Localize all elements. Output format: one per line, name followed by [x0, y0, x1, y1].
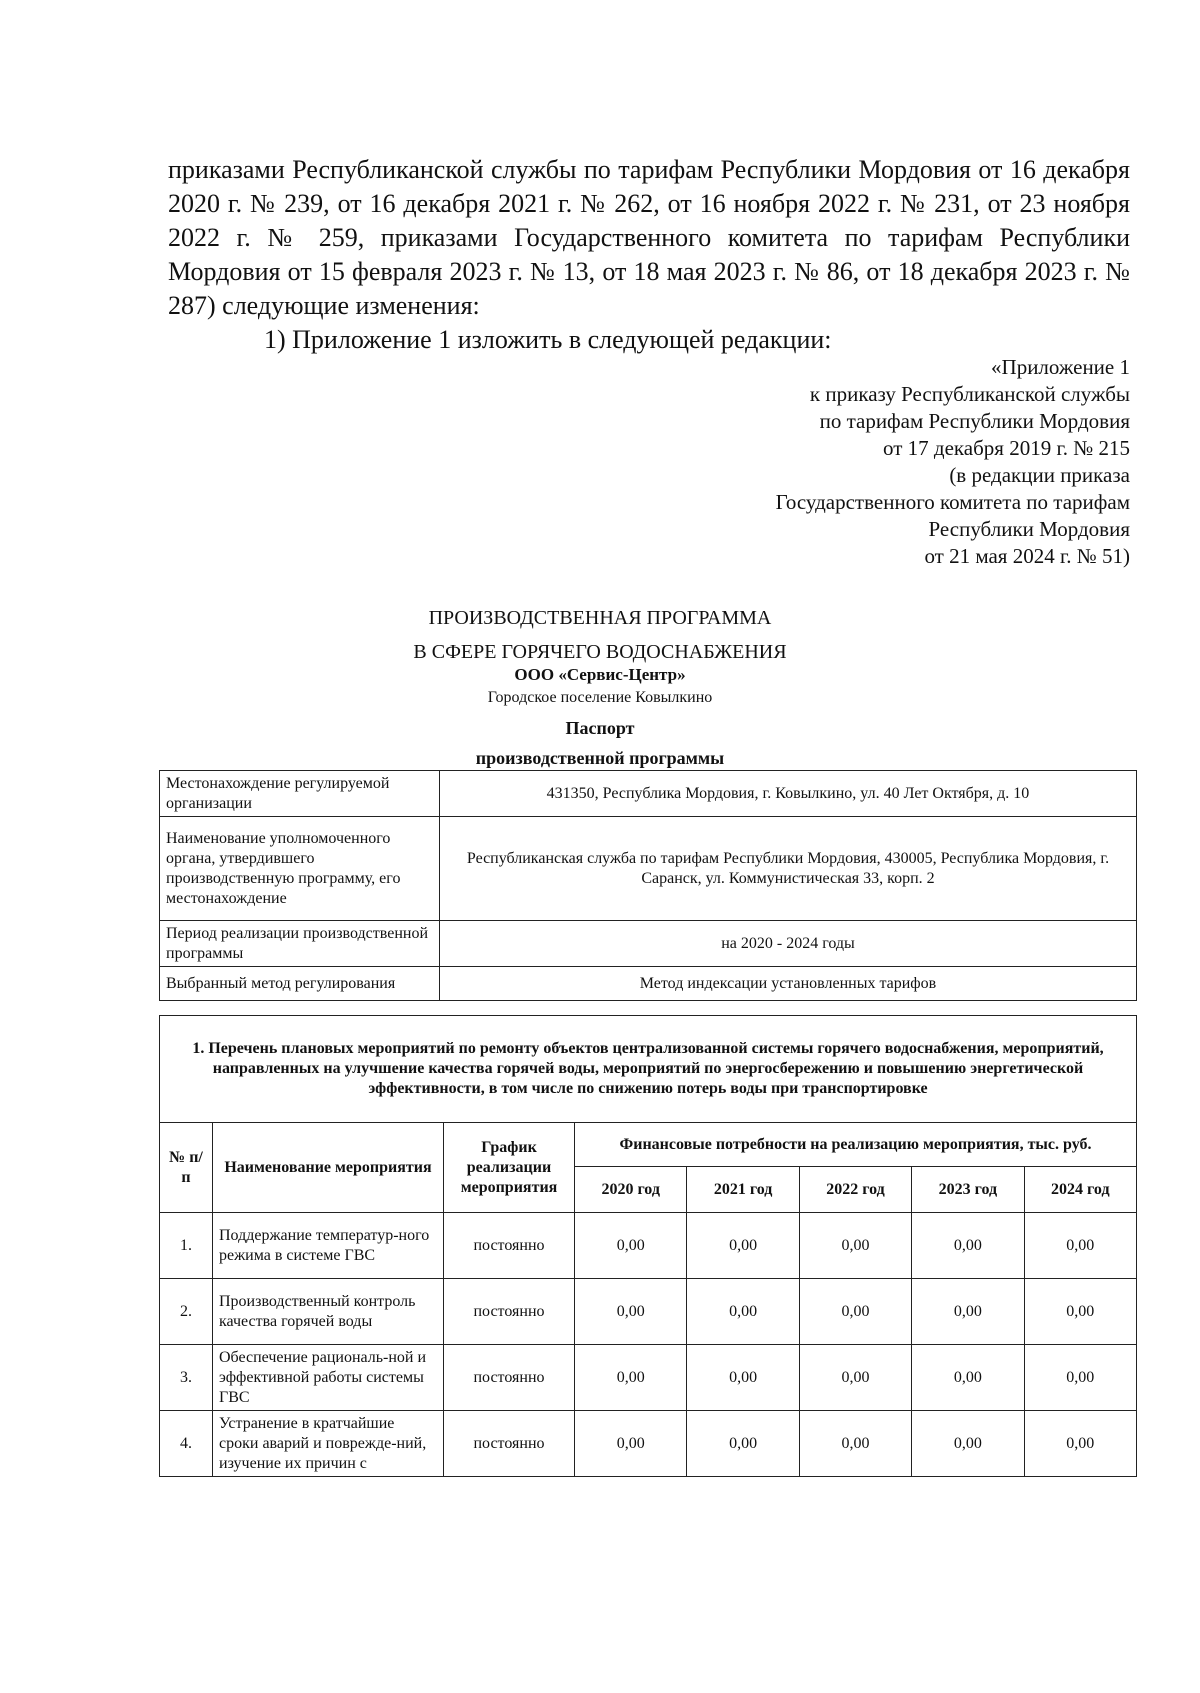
organization-name: ООО «Сервис-Центр»: [514, 665, 686, 684]
appendix-line: от 17 декабря 2019 г. № 215: [883, 436, 1130, 460]
passport-value: на 2020 - 2024 годы: [440, 921, 1137, 967]
passport-title: Паспорт: [565, 718, 635, 738]
table-row: [160, 817, 1137, 921]
row-value: 0,00: [1024, 1345, 1136, 1411]
passport-value: Метод индексации установленных тарифов: [440, 967, 1137, 1001]
intro-text: [168, 153, 1130, 357]
header-row: [160, 1123, 1137, 1167]
row-value: 0,00: [799, 1411, 911, 1477]
passport-subtitle: производственной программы: [475, 748, 725, 768]
row-value: 0,00: [799, 1279, 911, 1345]
passport-key: Наименование уполномоченного органа, утвердившего производственную программу, его местонахождение: [160, 817, 440, 921]
row-num: 4.: [160, 1411, 213, 1477]
row-value: 0,00: [912, 1411, 1024, 1477]
header-year: 2022 год: [799, 1167, 911, 1213]
row-schedule: постоянно: [444, 1213, 575, 1279]
header-finance: Финансовые потребности на реализацию мероприятия, тыс. руб.: [575, 1123, 1137, 1167]
appendix-line: (в редакции приказа: [949, 463, 1130, 487]
row-value: 0,00: [687, 1279, 799, 1345]
header-name: Наименование мероприятия: [213, 1123, 444, 1213]
intro-paragraph: приказами Республиканской службы по тарифам Республики Мордовия от 16 декабря 2020 г. № 239, от 16 декабря 2021 г. № 262, от 16 ноября 2022 г. № 231, от 23 ноября 2022 г. № 259, приказами Государственного комитета по тарифам Республики Мордовия от 15 февраля 2023 г. № 13, от 18 мая 2023 г. № 86, от 18 декабря 2023 г. № 287) следующие изменения:: [168, 155, 1130, 320]
row-value: 0,00: [1024, 1279, 1136, 1345]
table-row: [160, 967, 1137, 1001]
appendix-line: Государственного комитета по тарифам: [775, 490, 1130, 514]
row-value: 0,00: [912, 1279, 1024, 1345]
row-value: 0,00: [575, 1279, 687, 1345]
section-row: [160, 1016, 1137, 1123]
appendix-line: по тарифам Республики Мордовия: [819, 409, 1130, 433]
row-value: 0,00: [575, 1411, 687, 1477]
row-num: 3.: [160, 1345, 213, 1411]
row-name: Поддержание температур-ного режима в системе ГВС: [213, 1213, 444, 1279]
table-row: [160, 1411, 1137, 1477]
row-value: 0,00: [687, 1213, 799, 1279]
row-value: 0,00: [687, 1411, 799, 1477]
program-subtitle: В СФЕРЕ ГОРЯЧЕГО ВОДОСНАБЖЕНИЯ: [413, 641, 787, 663]
appendix-line: к приказу Республиканской службы: [809, 382, 1130, 406]
row-schedule: постоянно: [444, 1411, 575, 1477]
intro-item: 1) Приложение 1 изложить в следующей редакции:: [264, 325, 832, 354]
plan-table: [159, 1015, 1137, 1477]
header-year: 2023 год: [912, 1167, 1024, 1213]
passport-value: Республиканская служба по тарифам Республики Мордовия, 430005, Республика Мордовия, г. Саранск, ул. Коммунистическая 33, корп. 2: [440, 817, 1137, 921]
row-value: 0,00: [687, 1345, 799, 1411]
row-value: 0,00: [912, 1345, 1024, 1411]
table-row: [160, 1279, 1137, 1345]
passport-key: Период реализации производственной программы: [160, 921, 440, 967]
header-year: 2021 год: [687, 1167, 799, 1213]
passport-key: Выбранный метод регулирования: [160, 967, 440, 1001]
passport-key: Местонахождение регулируемой организации: [160, 771, 440, 817]
section-title: 1. Перечень плановых мероприятий по ремонту объектов централизованной системы горячего водоснабжения, мероприятий, направленных на улучшение качества горячей воды, мероприятий по энергосбережению и повышению энергетической эффективности, в том числе по снижению потерь воды при транспортировке: [160, 1016, 1137, 1123]
row-value: 0,00: [912, 1213, 1024, 1279]
row-name: Производственный контроль качества горячей воды: [213, 1279, 444, 1345]
appendix-line: от 21 мая 2024 г. № 51): [924, 544, 1130, 568]
appendix-line: «Приложение 1: [991, 355, 1130, 379]
row-schedule: постоянно: [444, 1345, 575, 1411]
header-year: 2024 год: [1024, 1167, 1136, 1213]
appendix-line: Республики Мордовия: [928, 517, 1130, 541]
row-value: 0,00: [1024, 1213, 1136, 1279]
settlement-name: Городское поселение Ковылкино: [487, 689, 713, 706]
row-value: 0,00: [799, 1213, 911, 1279]
row-name: Устранение в кратчайшие сроки аварий и поврежде-ний, изучение их причин с: [213, 1411, 444, 1477]
row-num: 1.: [160, 1213, 213, 1279]
table-row: [160, 1345, 1137, 1411]
appendix-block: [776, 354, 1130, 570]
program-title: ПРОИЗВОДСТВЕННАЯ ПРОГРАММА: [428, 607, 772, 629]
row-value: 0,00: [799, 1345, 911, 1411]
row-value: 0,00: [575, 1345, 687, 1411]
header-schedule: График реализации мероприятия: [444, 1123, 575, 1213]
row-schedule: постоянно: [444, 1279, 575, 1345]
table-row: [160, 1213, 1137, 1279]
passport-table: [159, 770, 1137, 1001]
table-row: [160, 921, 1137, 967]
passport-value: 431350, Республика Мордовия, г. Ковылкино, ул. 40 Лет Октября, д. 10: [440, 771, 1137, 817]
row-num: 2.: [160, 1279, 213, 1345]
row-value: 0,00: [575, 1213, 687, 1279]
row-name: Обеспечение рациональ-ной и эффективной работы системы ГВС: [213, 1345, 444, 1411]
row-value: 0,00: [1024, 1411, 1136, 1477]
header-num: № п/п: [160, 1123, 213, 1213]
header-year: 2020 год: [575, 1167, 687, 1213]
table-row: [160, 771, 1137, 817]
